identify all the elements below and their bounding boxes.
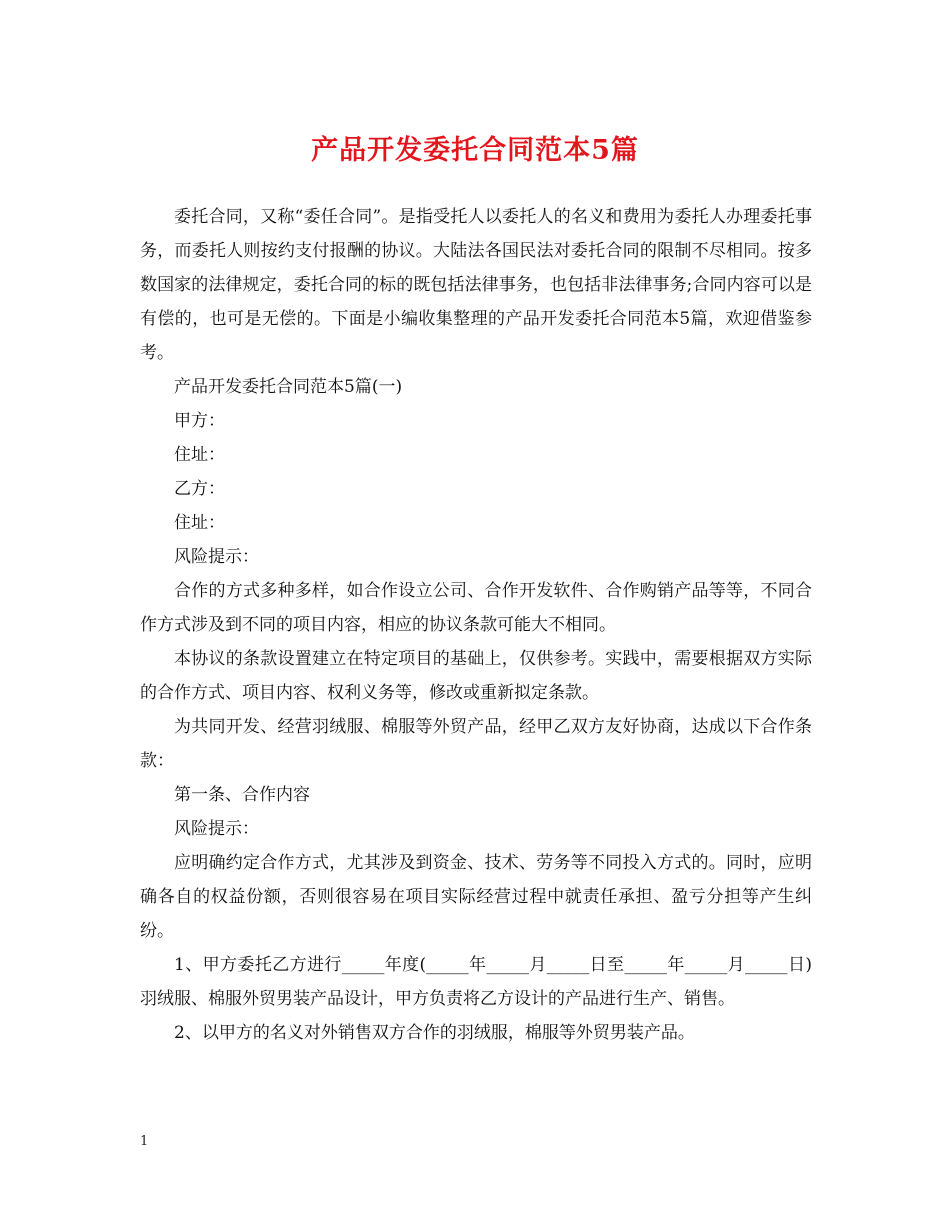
paragraph-intro: 委托合同，又称“委任合同”。是指受托人以委托人的名义和费用为委托人办理委托事务，而委托人则按约支付报酬的协议。大陆法各国民法对委托合同的限制不尽相同。按多数国家的法律规定，委托合同的标的既包括法律事务，也包括非法律事务;合同内容可以是有偿的，也可是无偿的。下面是小编收集整理的产品开发委托合同范本5篇，欢迎借鉴参考。 [140,207,812,363]
paragraph-section-heading: 产品开发委托合同范本5篇(一) [174,377,403,397]
paragraph-reference-note: 本协议的条款设置建立在特定项目的基础上，仅供参考。实践中，需要根据双方实际的合作方式、项目内容、权利义务等，修改或重新拟定条款。 [140,649,812,703]
paragraph-cooperation-clarify: 应明确约定合作方式，尤其涉及到资金、技术、劳务等不同投入方式的。同时，应明确各自的权益份额，否则很容易在项目实际经营过程中就责任承担、盈亏分担等产生纠纷。 [140,853,812,941]
paragraph-cooperation-modes: 合作的方式多种多样，如合作设立公司、合作开发软件、合作购销产品等等，不同合作方式涉及到不同的项目内容，相应的协议条款可能大不相同。 [140,581,812,635]
paragraph-party-a: 甲方： [174,411,225,431]
paragraph-address-a: 住址： [174,445,225,465]
document-title: 产品开发委托合同范本5篇 [311,135,639,166]
paragraph-risk-note-2: 风险提示： [174,819,259,839]
paragraph-clause-1: 1、甲方委托乙方进行_____年度(_____年_____月_____日至_____年_____月_____日)羽绒服、棉服外贸男装产品设计，甲方负责将乙方设计的产品进行生产、销售。 [140,955,812,1009]
document-body [140,200,812,1050]
paragraph-risk-note: 风险提示： [174,547,259,567]
paragraph-article-one: 第一条、合作内容 [174,785,310,805]
paragraph-party-b: 乙方： [174,479,225,499]
paragraph-address-b: 住址： [174,513,225,533]
paragraph-clause-2: 2、以甲方的名义对外销售双方合作的羽绒服，棉服等外贸男装产品。 [174,1023,695,1043]
page-number: 1 [140,1134,149,1149]
paragraph-agreement-purpose: 为共同开发、经营羽绒服、棉服等外贸产品，经甲乙双方友好协商，达成以下合作条款： [140,717,812,771]
